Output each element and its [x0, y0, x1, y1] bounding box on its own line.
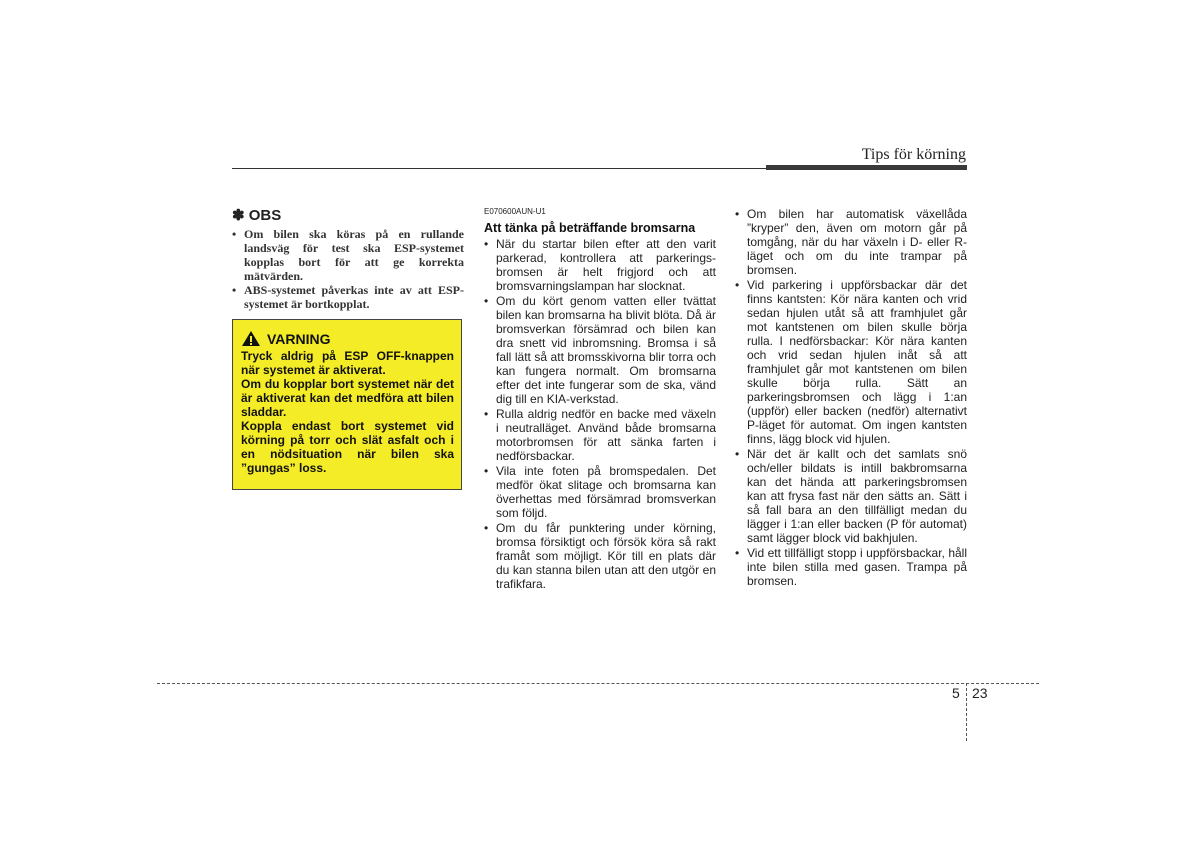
list-item: • Vid parkering i uppförsbackar där det finns kantsten: Kör nära kanten och vrid sedan hjulen utåt så att framhjulet går mot kantstenen om bilen skulle börja rulla. I nedförsbackar: Kör nära kanten och vrid sedan hjulen inåt så att framhjulet går mot kantstenen om bilen skulle börja rulla. Sätt an parkeringsbromsen och lägg i 1:an (uppför) eller backen (nedför) alternativt P-läget för automat. Om ingen kantsten finns, lägg block vid hjulen. [735, 278, 967, 446]
warning-title: VARNING [267, 330, 331, 347]
warning-paragraph: Om du kopplar bort systemet när det är aktiverat kan det medföra att bilen sladdar. [241, 377, 454, 419]
warning-paragraph: Tryck aldrig på ESP OFF-knappen när systemet är aktiverat. [241, 349, 454, 377]
obs-heading: ✽ OBS [232, 207, 282, 224]
page-number: 23 [972, 685, 988, 701]
obs-list [232, 227, 464, 311]
obs-item: • ABS-systemet påverkas inte av att ESP-systemet är bortkopplat. [232, 283, 464, 311]
brakes-section [484, 207, 716, 592]
page-header-title: Tips för körning [861, 146, 966, 163]
section-code: E070600AUN-U1 [484, 207, 546, 216]
section-number: 5 [952, 685, 960, 701]
right-column [735, 207, 967, 589]
list-item: • Om du kört genom vatten eller tvättat bilen kan bromsarna ha blivit blöta. Då är bromsverkan försämrad och bilen kan dra snett vid inbromsning. Bromsa i så fall lätt så att bromsskivorna blir torra och kan fungera normalt. Om bromsarna efter det inte fungerar som de ska, vänd dig till en KIA-verkstad. [484, 294, 716, 406]
right-list [735, 207, 967, 588]
brakes-list [484, 237, 716, 591]
list-item: • Rulla aldrig nedför en backe med växeln i neutralläget. Använd både bromsarna motorbromsen för att sänka farten i nedförsbackar. [484, 407, 716, 463]
list-item: • Vila inte foten på bromspedalen. Det medför ökat slitage och bromsarna kan överhettas med försämrad bromsverkan som följd. [484, 464, 716, 520]
list-item: • Om du får punktering under körning, bromsa försiktigt och försök köra så rakt framåt som möjligt. Kör till en plats där du kan stanna bilen utan att den utgör en trafikfara. [484, 521, 716, 591]
obs-item: • Om bilen ska köras på en rullande landsväg för test ska ESP-systemet kopplas bort för att ge korrekta mätvärden. [232, 227, 464, 283]
list-item: • Vid ett tillfälligt stopp i uppförsbackar, håll inte bilen stilla med gasen. Trampa på bromsen. [735, 546, 967, 588]
obs-note [232, 207, 464, 311]
list-item: • När du startar bilen efter att den varit parkerad, kontrollera att parkerings-bromsen är helt frigjord och att bromsvarningslampan har slocknat. [484, 237, 716, 293]
list-item: • När det är kallt och det samlats snö och/eller bildats is intill bakbromsarna kan det hända att parkeringsbromsen kan att frysa fast när den sätts an. Sätt i så fall bara an den tillfälligt medan du lägger i 1:an eller backen (P för automat) samt lägger block vid bakhjulen. [735, 447, 967, 545]
header-rule-accent [766, 165, 967, 170]
warning-triangle-icon [241, 330, 261, 347]
warning-box [232, 319, 462, 490]
footer-divider [157, 683, 1039, 684]
warning-paragraph: Koppla endast bort systemet vid körning på torr och slät asfalt och i en nödsituation när bilen ska ”gungas” loss. [241, 419, 454, 475]
header-rule [232, 168, 768, 169]
footer-vertical-divider [966, 683, 967, 741]
section-title: Att tänka på beträffande bromsarna [484, 221, 696, 235]
list-item: • Om bilen har automatisk växellåda ”kryper” den, även om motorn går på tomgång, när du har växeln i D- eller R-läget och om du inte trampar på bromsen. [735, 207, 967, 277]
